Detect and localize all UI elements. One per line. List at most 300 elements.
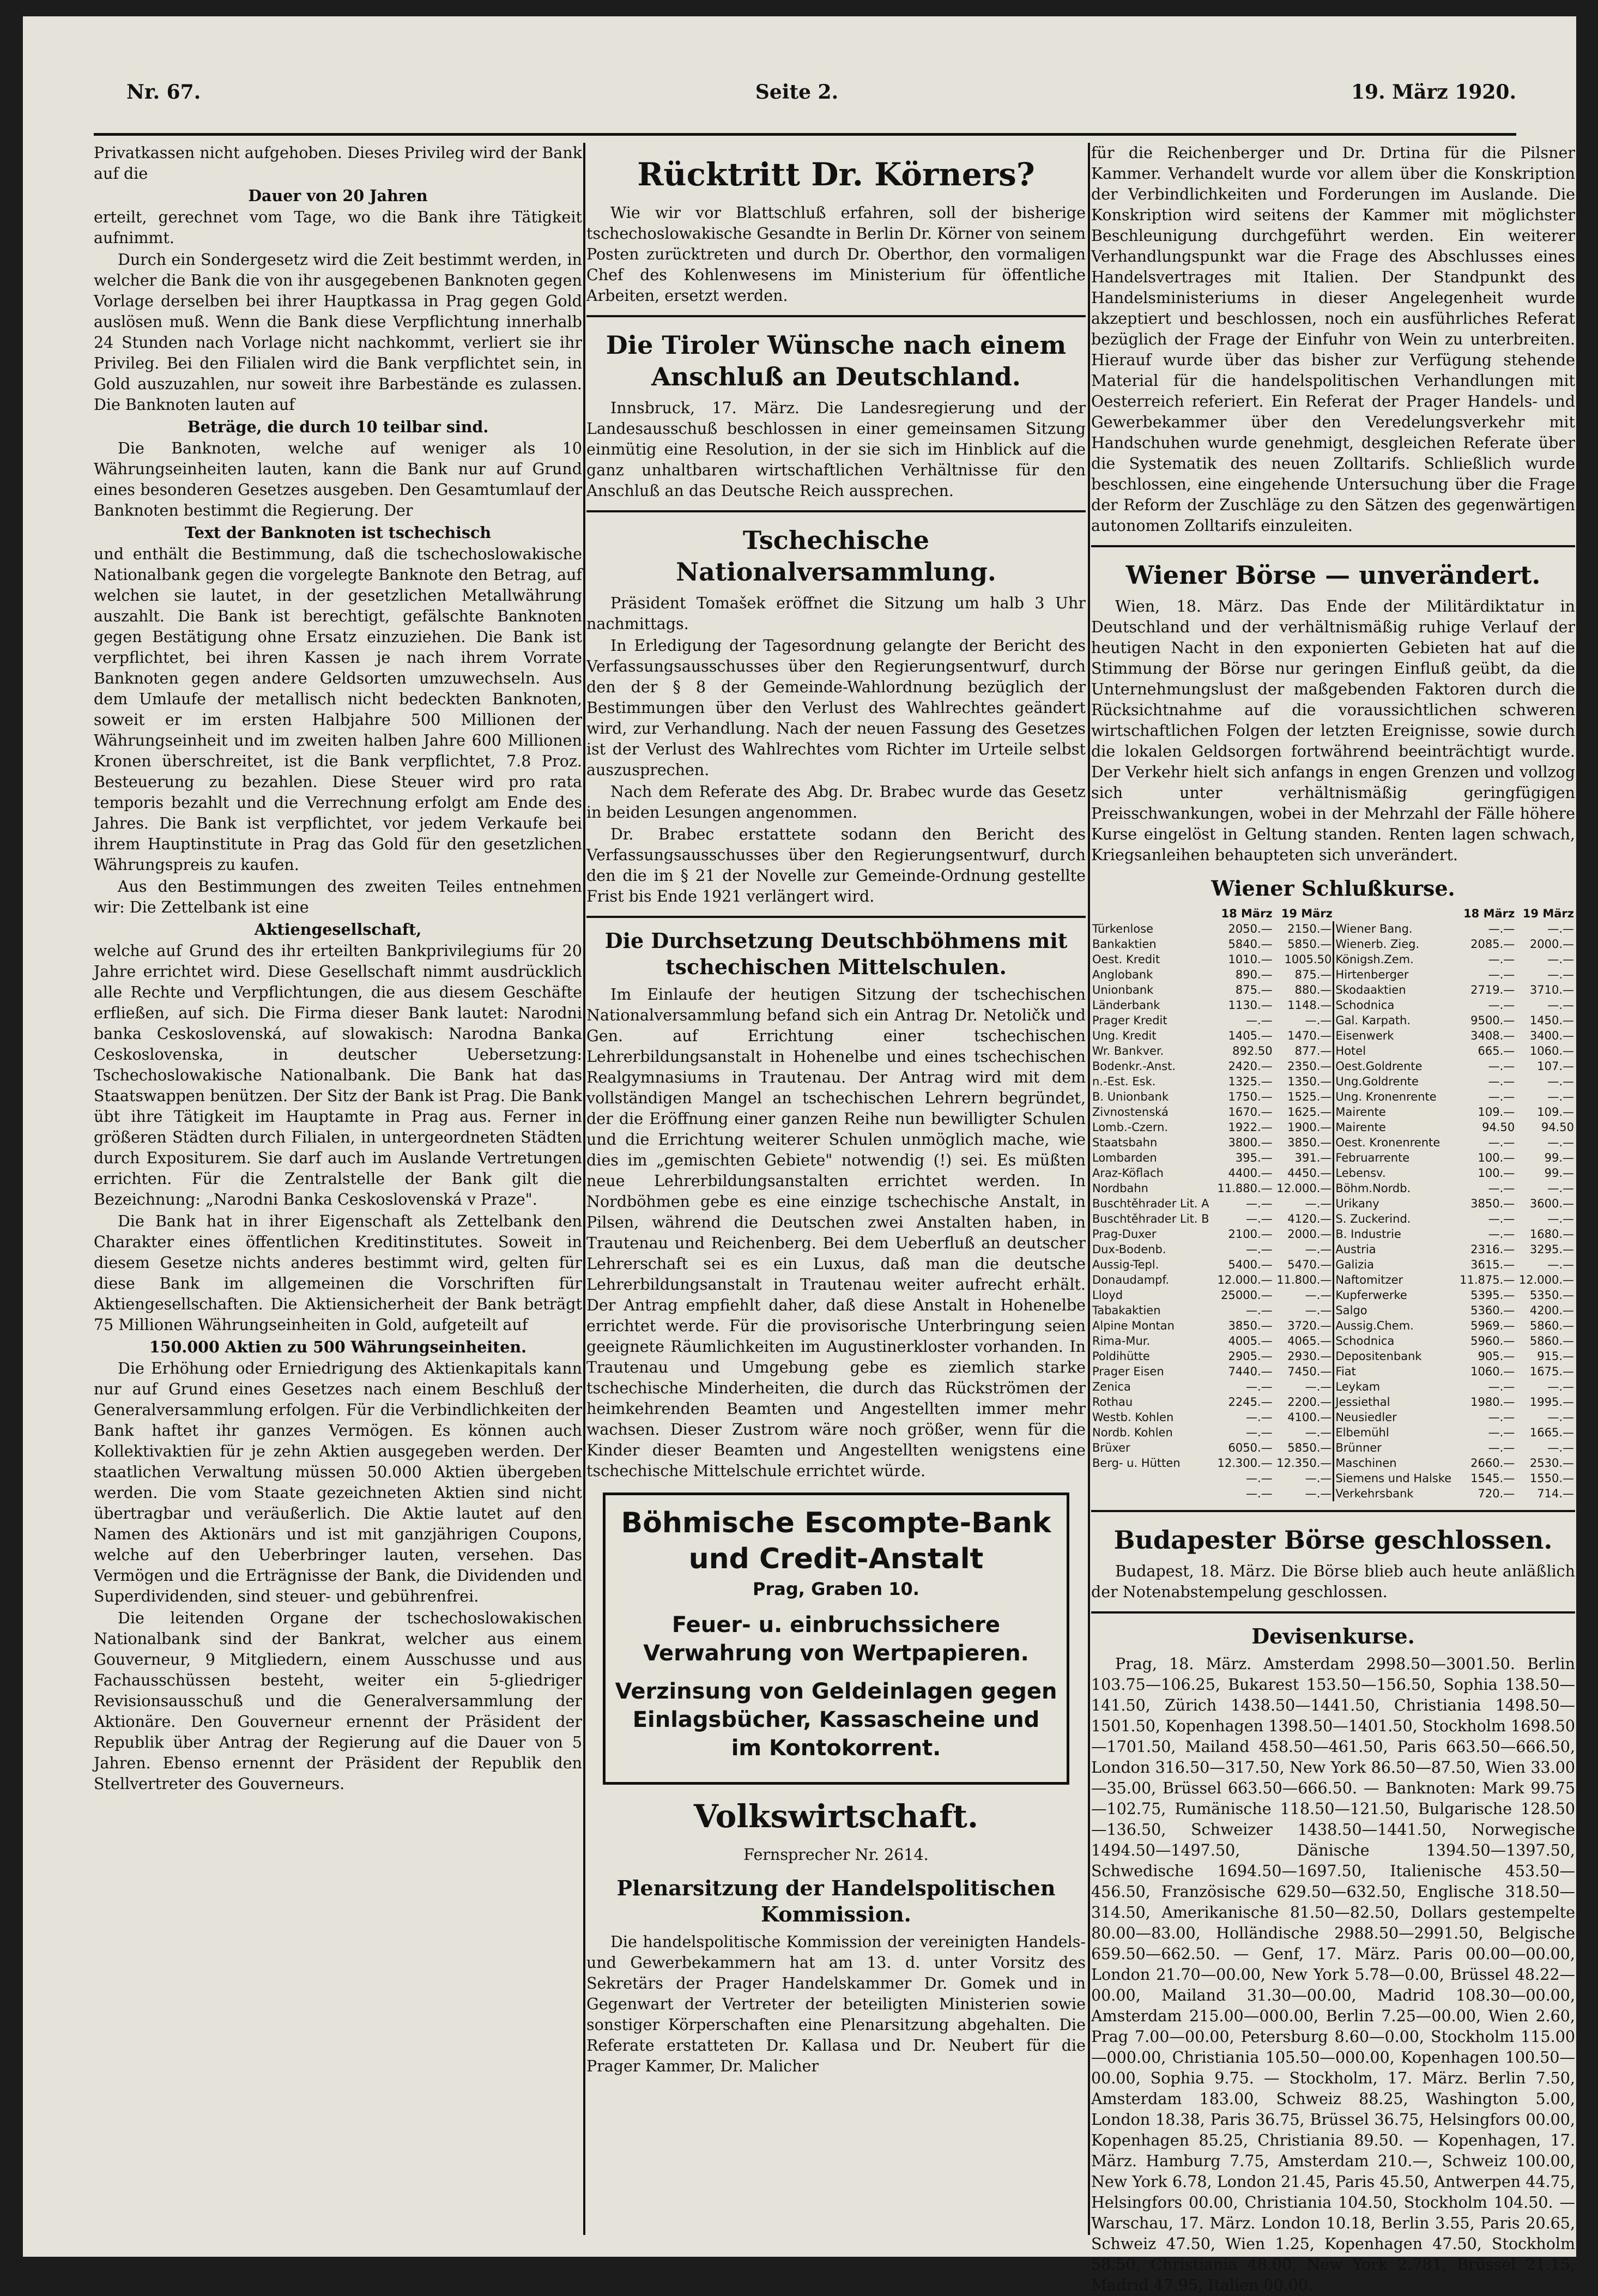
quote-value: 11.800.— — [1276, 1273, 1332, 1286]
quote-value: 3408.— — [1470, 1029, 1515, 1042]
rates-row — [1091, 1181, 1575, 1196]
quote-value: 94.50 — [1482, 1121, 1515, 1134]
article-text: Im Einlaufe der heutigen Sitzung der tschechischen Nationalversammlung befand sich ein Antrag Dr. Netoličk und Gen. auf Errichtung einer tschechischen Lehrerbildungsanstalt in Hohenelbe und eines tschechischen Realgymnasiums in Trautenau. Der Antrag wird mit dem vollständigen Mangel an tschechischen Lehrern begründet, der die Eröffnung einer ganzen Reihe nun bewilligter Schulen und die Errichtung weiterer Schulen unmöglich mache, wie dies im „gemischten Gebiete" notwendig (!) sei. Es müßten neue Lehrerbildungsanstalten errichtet werden. In Nordböhmen gebe es eine einzige tschechische Anstalt, in Pilsen, während die Deutschen zwei Anstalten haben, in Trautenau und Reichenberg. Bei dem Ueberfluß an deutscher Lehrerschaft sei es ein Luxus, daß man die deutsche Lehrerbildungsanstalt in Trautenau weiter aufrecht erhält. Der Antrag empfiehlt daher, daß diese Anstalt in Hohenelbe errichtet werde. Für die provisorische Unterbringung seien geeignete Räumlichkeiten im Augustinerkloster vorhanden. In Trautenau und Umgebung gebe es ziemlich starke tschechische Minderheiten, die durch das Rückströmen der heimkehrenden Beamten und Angestellten immer mehr wachsen. Dieser Zustrom wäre noch größer, wenn für die Kinder dieser Beamten und Angestellten wenigstens eine tschechische Mittelschule errichtet würde. — [586, 986, 1086, 1480]
quote-value: 2660.— — [1470, 1457, 1515, 1470]
rates-row — [1091, 1028, 1575, 1043]
quote-value: —.— — [1547, 1075, 1574, 1088]
headline-koerner: Rücktritt Dr. Körners? — [637, 156, 1035, 193]
rates-row — [1091, 1059, 1575, 1074]
security-name: Februarrente — [1334, 1150, 1457, 1165]
security-name: Aussig-Tepl. — [1092, 1258, 1159, 1271]
rates-row — [1091, 1043, 1575, 1059]
quote-value: —.— — [1488, 1075, 1515, 1088]
quote-value: 915.— — [1537, 1350, 1574, 1363]
quote-value: 99.— — [1544, 1167, 1574, 1180]
quote-value: 3710.— — [1529, 983, 1574, 996]
security-name: Lomb.-Czern. — [1092, 1121, 1169, 1134]
issue-date: 19. März 1920. — [1351, 81, 1516, 104]
security-name: Mairente — [1334, 1104, 1457, 1120]
headline-schlusskurse: Wiener Schlußkurse. — [1211, 876, 1455, 901]
security-name: Neusiedler — [1334, 1410, 1457, 1425]
quote-value: —.— — [1488, 968, 1515, 981]
rates-row — [1091, 1486, 1575, 1501]
quote-value: 2200.— — [1287, 1395, 1332, 1409]
quote-value: —.— — [1488, 1090, 1515, 1103]
security-name: Dux-Bodenb. — [1092, 1243, 1166, 1256]
headline-mittelschulen: Die Durchsetzung Deutschböhmens mit tschechischen Mittelschulen. — [604, 928, 1068, 979]
security-name: Ung.Goldrente — [1334, 1074, 1457, 1089]
security-name: Prager Eisen — [1092, 1365, 1164, 1378]
quote-value: —.— — [1488, 1228, 1515, 1241]
security-name: Eisenwerk — [1334, 1028, 1457, 1043]
quote-value: 5850.— — [1287, 1441, 1332, 1454]
quote-value: —.— — [1305, 1014, 1332, 1027]
quote-value: 3850.— — [1470, 1197, 1515, 1210]
quote-value: —.— — [1547, 1212, 1574, 1225]
quote-value: —.— — [1547, 1411, 1574, 1424]
rates-row — [1091, 1120, 1575, 1135]
quote-value: 2085.— — [1470, 938, 1515, 951]
quote-value: —.— — [1547, 1258, 1574, 1271]
rates-row — [1091, 1242, 1575, 1257]
ad-bank-name-2: und Credit-Anstalt — [688, 1543, 984, 1575]
rates-row — [1091, 1165, 1575, 1181]
quote-value: 100.— — [1478, 1151, 1515, 1164]
rates-row — [1091, 1333, 1575, 1349]
rates-row — [1091, 1410, 1575, 1425]
quote-value: —.— — [1488, 1136, 1515, 1149]
security-name: Brünner — [1334, 1440, 1457, 1455]
section-rule — [586, 916, 1086, 918]
security-name: Königsh.Zem. — [1334, 952, 1457, 967]
quote-value: 12.000.— — [1217, 1273, 1273, 1286]
security-name: Aussig.Chem. — [1334, 1318, 1457, 1333]
quote-value: 905.— — [1478, 1350, 1515, 1363]
security-name: Hirtenberger — [1334, 967, 1457, 982]
security-name: Galizia — [1334, 1257, 1457, 1272]
quote-value: 1625.— — [1287, 1105, 1332, 1119]
quote-value: 714.— — [1537, 1487, 1574, 1500]
article-text: Wien, 18. März. Das Ende der Militärdiktatur in Deutschland und der verhältnismäßig ruhige Verlauf der heutigen Nacht in den exponierten Gebieten hat auf die Stimmung der Börse nur geringen Einfluß geübt, da die Unternehmungslust der maßgebenden Faktoren durch die Rücksichtnahme auf die voraussichtlichen schweren wirtschaftlichen Folgen der letzten Ereignisse, sowie durch die lokalen Geldsorgen fortwährend beeinträchtigt wurde. Der Verkehr hielt sich anfangs in engen Grenzen und vollzog sich unter verhältnismäßig geringfügigen Preisschwankungen, wobei in der Mehrzahl der Fälle höhere Kurse eingelöst in Geltung standen. Renten lagen schwach, Kriegsanleihen behaupteten sich unverändert. — [1091, 597, 1575, 864]
quote-value: 2420.— — [1228, 1060, 1273, 1073]
security-name: Bankaktien — [1092, 938, 1157, 951]
quote-value: —.— — [1547, 999, 1574, 1012]
security-name: Buschtěhrader Lit. A — [1092, 1197, 1209, 1210]
quote-value: 1060.— — [1470, 1365, 1515, 1378]
security-name: Austria — [1334, 1242, 1457, 1257]
issue-number: Nr. 67. — [126, 81, 201, 104]
quote-value: 4400.— — [1228, 1167, 1273, 1180]
quote-value: 1665.— — [1529, 1426, 1574, 1439]
quote-value: —.— — [1488, 1212, 1515, 1225]
security-name: Staatsbahn — [1092, 1136, 1158, 1149]
article-text: Nach dem Referate des Abg. Dr. Brabec wurde das Gesetz in beiden Lesungen angenommen. — [586, 783, 1086, 821]
quote-value: 1675.— — [1529, 1365, 1574, 1378]
quote-value: —.— — [1547, 1441, 1574, 1454]
security-name: Schodnica — [1334, 1333, 1457, 1349]
article-text: In Erledigung der Tagesordnung gelangte der Bericht des Verfassungsausschusses über den Regierungsentwurf, durch den der § 8 der Gemeinde-Wahlordnung bezüglich der Bestimmungen über den Verlust des Wahlrechtes geändert wird, zur Verhandlung. Nach der neuen Fassung des Gesetzes ist der Verlust des Wahlrechtes vom Richter im Urteile selbst auszusprechen. — [586, 637, 1086, 779]
security-name: Schodnica — [1334, 998, 1457, 1013]
article-text: Dr. Brabec erstattete sodann den Bericht des Verfassungsausschusses über den Regierungsentwurf, durch den die im § 21 der Novelle zur Gemeinde-Ordnung gestellte Frist bis Ende 1921 verlängert wird. — [586, 825, 1086, 905]
security-name: Wr. Bankver. — [1092, 1044, 1164, 1058]
column-1 — [94, 143, 582, 2235]
rates-row — [1091, 1257, 1575, 1272]
quote-value: 109.— — [1537, 1105, 1574, 1119]
paragraph: Durch ein Sondergesetz wird die Zeit bestimmt werden, in welcher die Bank die von ihr ausgegebenen Banknoten gegen Vorlage derselben bei ihrer Hauptkassa in Prag gegen Gold auslösen muß. Wenn die Bank diese Verpflichtung innerhalb 24 Stunden nach Vorlage nicht nachkommt, verliert sie ihr Privileg. Bei den Filialen wird die Bank verpflichtet sein, in Gold auszuzahlen, nur soweit ihre Barbestände es zulassen. Die Banknoten lauten auf — [94, 251, 582, 414]
security-name: Ung. Kronenrente — [1334, 1089, 1457, 1104]
rates-row — [1091, 967, 1575, 982]
rates-row — [1091, 936, 1575, 952]
quote-value: —.— — [1547, 968, 1574, 981]
ad-service-1: Feuer- u. einbruchssichere Verwahrung von Wertpapieren. — [643, 1612, 1029, 1666]
quote-value: 1525.— — [1287, 1090, 1332, 1103]
paragraph: erteilt, gerechnet vom Tage, wo die Bank ihre Tätigkeit aufnimmt. — [94, 208, 582, 247]
quote-value: 1450.— — [1529, 1014, 1574, 1027]
quote-value: —.— — [1305, 1304, 1332, 1317]
phone-line: Fernsprecher Nr. 2614. — [743, 1846, 929, 1864]
rates-row — [1091, 952, 1575, 967]
rates-row — [1091, 1394, 1575, 1410]
quote-value: 11.875.— — [1460, 1273, 1515, 1286]
quote-value: 5395.— — [1470, 1289, 1515, 1302]
quote-value: 2350.— — [1287, 1060, 1332, 1073]
security-name: Oest. Kredit — [1092, 953, 1160, 966]
rates-row — [1091, 1349, 1575, 1364]
quote-value: 1350.— — [1287, 1075, 1332, 1088]
quote-value: 3850.— — [1287, 1136, 1332, 1149]
security-name: Lombarden — [1092, 1151, 1157, 1164]
security-name: Fiat — [1334, 1364, 1457, 1379]
security-name: S. Zuckerind. — [1334, 1211, 1457, 1226]
security-name: Maschinen — [1334, 1455, 1457, 1471]
emphasis-line: Dauer von 20 Jahren — [248, 186, 428, 205]
quote-value: 2245.— — [1228, 1395, 1273, 1409]
quote-value: —.— — [1245, 1212, 1273, 1225]
quote-value: —.— — [1245, 1472, 1273, 1485]
quote-value: 1325.— — [1228, 1075, 1273, 1088]
security-name: Prag-Duxer — [1092, 1228, 1157, 1241]
quote-value: 4120.— — [1287, 1212, 1332, 1225]
rates-row — [1091, 1013, 1575, 1028]
security-name: Hotel — [1334, 1043, 1457, 1059]
security-name: Siemens und Halske — [1334, 1471, 1457, 1486]
quote-value: 3615.— — [1470, 1258, 1515, 1271]
security-name: Wienerb. Zieg. — [1334, 936, 1457, 952]
quote-value: —.— — [1488, 953, 1515, 966]
rates-row — [1091, 1150, 1575, 1165]
quote-value: 94.50 — [1541, 1121, 1574, 1134]
quote-value: 5840.— — [1228, 938, 1273, 951]
quote-value: 1545.— — [1470, 1472, 1515, 1485]
quote-value: —.— — [1305, 1197, 1332, 1210]
quote-value: 4200.— — [1529, 1304, 1574, 1317]
quote-value: 2050.— — [1228, 922, 1273, 935]
rates-row — [1091, 1471, 1575, 1486]
security-name: B. Unionbank — [1092, 1090, 1169, 1103]
quote-value: 1130.— — [1228, 999, 1273, 1012]
paragraph: Die Bank hat in ihrer Eigenschaft als Zettelbank den Charakter eines öffentlichen Kreditinstitutes. Soweit in diesem Gesetze nichts anderes bestimmt wird, gelten für diese Bank im allgemeinen die Vorschriften für Aktiengesellschaften. Die Aktiensicherheit der Bank beträgt 75 Millionen Währungseinheiten in Gold, aufgeteilt auf — [94, 1212, 582, 1334]
security-name: Leykam — [1334, 1379, 1457, 1394]
security-name — [1091, 1486, 1214, 1501]
security-name: Bodenkr.-Anst. — [1092, 1060, 1176, 1073]
security-name: Ung. Kredit — [1092, 1029, 1157, 1042]
quote-value: 11.880.— — [1217, 1182, 1273, 1195]
quote-value: —.— — [1245, 1380, 1273, 1393]
rates-row — [1091, 1288, 1575, 1303]
emphasis-line: Text der Banknoten ist tschechisch — [184, 523, 492, 542]
quote-value: 875.— — [1294, 968, 1332, 981]
quote-value: 2930.— — [1287, 1350, 1332, 1363]
quote-value: 395.— — [1235, 1151, 1273, 1164]
page-number: Seite 2. — [755, 81, 839, 104]
quote-value: 877.— — [1294, 1044, 1332, 1058]
security-name: Oest. Kronenrente — [1334, 1135, 1457, 1150]
rates-row — [1091, 982, 1575, 998]
quote-value: —.— — [1547, 1090, 1574, 1103]
security-name: Salgo — [1334, 1303, 1457, 1318]
security-name: Zenica — [1092, 1380, 1131, 1393]
paragraph: Privatkassen nicht aufgehoben. Dieses Privileg wird der Bank auf die — [94, 144, 582, 183]
quote-value: 1148.— — [1287, 999, 1332, 1012]
security-name: Skodaaktien — [1334, 982, 1457, 998]
security-name: Verkehrsbank — [1334, 1486, 1457, 1501]
security-name: Naftomitzer — [1334, 1272, 1457, 1288]
security-name: Böhm.Nordb. — [1334, 1181, 1457, 1196]
col-date-a: 18 März — [1221, 907, 1273, 920]
quote-value: 7440.— — [1228, 1365, 1273, 1378]
column-rule-2 — [1088, 143, 1090, 2235]
quote-value: 890.— — [1235, 968, 1273, 981]
quote-value: 107.— — [1537, 1060, 1574, 1073]
paragraph: und enthält die Bestimmung, daß die tschechoslowakische Nationalbank gegen die vorgelegte Banknote den Betrag, auf welchen sie lautet, in der gesetzlichen Metallwährung auszahlt. Die Bank ist berechtigt, gefälschte Banknoten gegen Bestätigung ohne Ersatz einzuziehen. Die Bank ist verpflichtet, bei ihren Kassen je nach ihrem Vorrate Banknoten gegen andere Geldsorten umzuwechseln. Aus dem Umlaufe der metallisch nicht bedeckten Banknoten, soweit er im ersten Halbjahre 500 Millionen der Währungseinheit und im zweiten halben Jahre 600 Millionen Kronen überschreitet, ist die Bank verpflichtet, 7.8 Proz. Besteuerung zu bezahlen. Diese Steuer wird pro rata temporis bezahlt und die Verrechnung erfolgt am Ende des Jahres. Die Bank ist verpflichtet, vor jedem Verkaufe bei ihrem Hauptinstitute in Prag das Gold für den gesetzlichen Währungspreis zu kaufen. — [94, 545, 582, 874]
quote-value: 1922.— — [1228, 1121, 1273, 1134]
quote-value: —.— — [1488, 922, 1515, 935]
quote-value: 1680.— — [1529, 1228, 1574, 1241]
bank-advertisement — [603, 1493, 1069, 1785]
quote-value: 5360.— — [1470, 1304, 1515, 1317]
section-rule — [586, 510, 1086, 512]
rates-row — [1091, 1196, 1575, 1211]
quote-value: —.— — [1547, 922, 1574, 935]
headline-devisenkurse: Devisenkurse. — [1251, 1624, 1415, 1648]
quote-value: 99.— — [1544, 1151, 1574, 1164]
column-3 — [1091, 143, 1575, 2294]
quote-value: —.— — [1305, 1243, 1332, 1256]
quote-value: —.— — [1547, 1182, 1574, 1195]
paragraph: Die leitenden Organe der tschechoslowakischen Nationalbank sind der Bankrat, welcher aus einem Gouverneur, 9 Mitgliedern, einem Ausschusse und aus Fachausschüssen besteht, weiter ein 5-gliedriger Revisionsausschuß und die Generalversammlung der Aktionäre. Den Gouverneur ernennt der Präsident der Republik über Antrag der Regierung auf die Dauer von 5 Jahren. Ebenso ernennt der Präsident der Republik den Stellvertreter des Gouverneurs. — [94, 1609, 582, 1793]
quote-value: —.— — [1245, 1487, 1273, 1500]
ad-service-2: Verzinsung von Geldeinlagen gegen Einlagsbücher, Kassascheine und im Kontokorrent. — [615, 1679, 1057, 1761]
headline-plenarsitzung: Plenarsitzung der Handelspolitischen Kommission. — [616, 1876, 1056, 1926]
quote-value: —.— — [1488, 1060, 1515, 1073]
section-rule — [1091, 545, 1575, 547]
rates-row — [1091, 1211, 1575, 1226]
security-name: Rothau — [1092, 1395, 1133, 1409]
header-rule — [94, 133, 1516, 136]
security-name: Oest.Goldrente — [1334, 1059, 1457, 1074]
paragraph: welche auf Grund des ihr erteilten Bankprivilegiums für 20 Jahre errichtet wird. Diese Gesellschaft nimmt ausdrücklich alle Rechte und Verpflichtungen, die aus diesem Geschäfte erfließen, auf sich. Die Firma dieser Bank lautet: Narodni banka Ceskoslovenská, auf slowakisch: Narodna Banka Ceskoslovenska, in deutscher Uebersetzung: Tschechoslowakische Nationalbank. Die Bank hat das Staatswappen benützen. Der Sitz der Bank ist Prag. Die Bank übt ihre Tätigkeit im Hauptamte in Prag aus. Ferner in größeren Städten durch Filialen, in untergeordneten Städten durch Expositurem. Sie darf auch im Auslande Vertretungen errichten. Für die Zentralstelle der Bank gilt die Bezeichnung: „Narodni Banka Ceskoslovenská v Praze". — [94, 942, 582, 1209]
col-date-b: 19 März — [1522, 907, 1574, 920]
quote-value: 5400.— — [1228, 1258, 1273, 1271]
security-name: Anglobank — [1092, 968, 1153, 981]
section-rule — [1091, 1510, 1575, 1512]
quote-value: 1550.— — [1529, 1472, 1574, 1485]
quote-value: —.— — [1305, 1487, 1332, 1500]
quote-value: —.— — [1547, 1136, 1574, 1149]
quote-value: —.— — [1245, 1411, 1273, 1424]
quote-value: 1670.— — [1228, 1105, 1273, 1119]
quote-value: 2150.— — [1287, 922, 1332, 935]
rates-row — [1091, 1135, 1575, 1150]
article-text: Präsident Tomašek eröffnet die Sitzung um halb 3 Uhr nachmittags. — [586, 594, 1086, 633]
article-text: Budapest, 18. März. Die Börse blieb auch heute anläßlich der Notenabstempelung geschlossen. — [1091, 1562, 1575, 1601]
quote-value: —.— — [1305, 1472, 1332, 1485]
article-text: Innsbruck, 17. März. Die Landesregierung und der Landesausschuß beschlossen in einer gemeinsamen Sitzung einmütig eine Resolution, in der sie sich im Hinblick auf die ganz unhaltbaren wirtschaftlichen Verhältnisse für den Anschluß an das Deutsche Reich aussprechen. — [586, 399, 1086, 500]
quote-value: 9500.— — [1470, 1014, 1515, 1027]
article-text: Wie wir vor Blattschluß erfahren, soll der bisherige tschechoslowakische Gesandte in Berlin Dr. Körner von seinem Posten zurücktreten und durch Dr. Oberthor, den vormaligen Chef des Kohlenwesens im Ministerium für öffentliche Arbeiten, ersetzt werden. — [586, 204, 1086, 305]
quote-value: —.— — [1305, 1426, 1332, 1439]
quote-value: 6050.— — [1228, 1441, 1273, 1454]
security-name: Kupferwerke — [1334, 1288, 1457, 1303]
quote-value: —.— — [1488, 1441, 1515, 1454]
rates-row — [1091, 1104, 1575, 1120]
rates-row — [1091, 1272, 1575, 1288]
security-name: Donaudampf. — [1092, 1273, 1170, 1286]
column-2 — [586, 143, 1086, 2235]
quote-value: 3295.— — [1529, 1243, 1574, 1256]
paragraph: Die Banknoten, welche auf weniger als 10 Währungseinheiten lauten, kann die Bank nur auf Grund eines besonderen Gesetzes ausgeben. Den Gesamtumlauf der Banknoten bestimmt die Regierung. Der — [94, 439, 582, 519]
quote-value: 25000.— — [1221, 1289, 1273, 1302]
rates-row — [1091, 921, 1575, 936]
quote-value: —.— — [1488, 1426, 1515, 1439]
quote-value: —.— — [1488, 1380, 1515, 1393]
quote-value: 4005.— — [1228, 1334, 1273, 1348]
security-name: Nordbahn — [1092, 1182, 1148, 1195]
quote-value: 12.300.— — [1217, 1457, 1273, 1470]
security-name: Alpine Montan — [1092, 1319, 1175, 1332]
security-name: Jessiethal — [1334, 1394, 1457, 1410]
section-rule — [586, 315, 1086, 317]
rates-row — [1091, 1226, 1575, 1242]
quote-value: —.— — [1245, 1197, 1273, 1210]
paragraph: Aus den Bestimmungen des zweiten Teiles entnehmen wir: Die Zettelbank ist eine — [94, 878, 582, 916]
col-date-b: 19 März — [1281, 907, 1333, 920]
rates-header — [1091, 906, 1575, 921]
quote-value: —.— — [1245, 1304, 1273, 1317]
security-name: Wiener Bang. — [1334, 921, 1457, 936]
quote-value: 2000.— — [1529, 938, 1574, 951]
security-name: Gal. Karpath. — [1334, 1013, 1457, 1028]
section-rule — [1091, 1611, 1575, 1614]
quote-value: 5960.— — [1470, 1334, 1515, 1348]
ad-bank-name: Böhmische Escompte-Bank — [621, 1507, 1051, 1539]
quote-value: 2316.— — [1470, 1243, 1515, 1256]
rates-row — [1091, 1425, 1575, 1440]
rates-row — [1091, 1074, 1575, 1089]
security-name: Elbemühl — [1334, 1425, 1457, 1440]
quote-value: 2000.— — [1287, 1228, 1332, 1241]
security-name: Zivnostenská — [1092, 1105, 1169, 1119]
security-name: Prager Kredit — [1092, 1014, 1167, 1027]
article-text: Prag, 18. März. Amsterdam 2998.50—3001.50. Berlin 103.75—106.25, Bukarest 153.50—156.50, Sophia 138.50—141.50, Zürich 1438.50—1441.50, Christiania 1498.50—1501.50, Kopenhagen 1398.50—1401.50, Stockholm 1698.50—1701.50, Mailand 458.50—461.50, Paris 663.50—666.50, London 316.50—317.50, New York 86.50—87.50, Wien 33.00—35.00, Brüssel 663.50—666.50. — Banknoten: Mark 99.75—102.75, Rumänische 118.50—121.50, Bulgarische 128.50—136.50, Schweizer 1438.50—1441.50, Norwegische 1494.50—1497.50, Dänische 1394.50—1397.50, Schwedische 1694.50—1697.50, Italienische 453.50—456.50, Französische 629.50—632.50, Englische 318.50—314.50, Amerikanische 81.50—82.50, Dollars gestempelte 80.00—83.00, Holländische 2988.50—2991.50, Belgische 659.50—662.50. — Genf, 17. März. Paris 00.00—00.00, London 21.70—00.00, New York 5.78—0.00, Brüssel 48.22—00.00, Mailand 31.30—00.00, Madrid 108.30—00.00, Amsterdam 215.00—000.00, Berlin 7.25—00.00, Wien 2.60, Prag 7.00—00.00, Petersburg 8.60—0.00, Stockholm 115.00—000.00, Christiania 105.50—000.00, Kopenhagen 100.50—00.00, Sophia 9.75. — Stockholm, 17. März. Berlin 7.50, Amsterdam 183.00, Schweiz 88.25, Washington 5.00, London 18.38, Paris 36.75, Brüssel 36.75, Helsingfors 00.00, Kopenhagen 85.25, Christiania 89.50. — Kopenhagen, 17. März. Hamburg 7.75, Amsterdam 210.—, Schweiz 100.00, New York 6.78, London 21.45, Paris 45.50, Antwerpen 44.75, Helsingfors 00.00, Christiania 104.50, Stockholm 104.50. — Warschau, 17. März. London 10.18, Berlin 3.55, Paris 20.65, Schweiz 47.50, Wien 1.25, Kopenhagen 47.50, Stockholm 58.50, Christiania 48.00, New York 2.781, Brüssel 21.15, Madrid 47.95, Italien 00.00. — [1091, 1655, 1575, 2294]
security-name: Lloyd — [1092, 1289, 1123, 1302]
rates-row — [1091, 1455, 1575, 1471]
quote-value: 3400.— — [1529, 1029, 1574, 1042]
security-name: Urikany — [1334, 1196, 1457, 1211]
quote-value: —.— — [1305, 1289, 1332, 1302]
security-name — [1091, 1471, 1214, 1486]
quote-value: 4065.— — [1287, 1334, 1332, 1348]
emphasis-line: 150.000 Aktien zu 500 Währungseinheiten. — [149, 1338, 527, 1356]
security-name: Länderbank — [1092, 999, 1160, 1012]
quote-value: 1405.— — [1228, 1029, 1273, 1042]
article-text: Die handelspolitische Kommission der vereinigten Handels- und Gewerbekammern hat am 13. d. unter Vorsitz des Sekretärs der Prager Handelskammer Dr. Gomek und in Gegenwart der Vertreter der beteiligten Ministerien sowie sonstiger Körperschaften eine Plenarsitzung abgehalten. Die Referate erstatteten Dr. Kallasa und Dr. Neubert für die Prager Kammer, Dr. Malicher — [586, 1933, 1086, 2075]
quote-value: 1900.— — [1287, 1121, 1332, 1134]
security-name: Berg- u. Hütten — [1092, 1457, 1181, 1470]
security-name: Unionbank — [1092, 983, 1154, 996]
emphasis-line: Aktiengesellschaft, — [254, 920, 422, 939]
quote-value: 5860.— — [1529, 1319, 1574, 1332]
quote-value: 5860.— — [1529, 1334, 1574, 1348]
quote-value: 4100.— — [1287, 1411, 1332, 1424]
rates-row — [1091, 1303, 1575, 1318]
security-name: Tabakaktien — [1092, 1304, 1161, 1317]
security-name: Poldihütte — [1092, 1350, 1150, 1363]
security-name: Buschtěhrader Lit. B — [1092, 1212, 1209, 1225]
rates-table — [1091, 906, 1575, 1501]
quote-value: 3600.— — [1529, 1197, 1574, 1210]
quote-value: 1995.— — [1529, 1395, 1574, 1409]
column-rule-1 — [583, 143, 585, 2235]
security-name: Westb. Kohlen — [1092, 1411, 1174, 1424]
rates-row — [1091, 1364, 1575, 1379]
quote-value: —.— — [1547, 1380, 1574, 1393]
security-name: Türkenlose — [1092, 922, 1154, 935]
article-text: für die Reichenberger und Dr. Drtina für die Pilsner Kammer. Verhandelt wurde vor allem über die Konskription der Verbindlichkeiten und Forderungen im Auslande. Die Konskription wird seitens der Kammer mit möglichster Beschleunigung durchgeführt werden. Ein weiterer Verhandlungspunkt war die Frage des Abschlusses eines Handelsvertrages mit Italien. Der Standpunkt des Handelsministeriums in dieser Angelegenheit wurde akzeptiert und beschlossen, noch ein ausführliches Referat bezüglich der Frage der Einfuhr von Wein zu unterbreiten. Hierauf wurde über das bisher zur Verfügung stehende Material für die handelspolitischen Verhandlungen mit Oesterreich referiert. Ein Referat der Prager Handels- und Gewerbekammer über den Veredelungsverkehr mit Handschuhen wurde genehmigt, desgleichen Referate über die Systematik des neuen Zolltarifs. Schließlich wurde beschlossen, eine eingehende Untersuchung über die Frage der Reform der Zuschläge zu den Sätzen des gegenwärtigen autonomen Zolltarifs einzuleiten. — [1091, 144, 1575, 535]
quote-value: 7450.— — [1287, 1365, 1332, 1378]
newspaper-page — [23, 16, 1576, 2294]
rates-row — [1091, 1318, 1575, 1333]
quote-value: 5969.— — [1470, 1319, 1515, 1332]
rates-row — [1091, 1089, 1575, 1104]
quote-value: 12.350.— — [1276, 1457, 1332, 1470]
quote-value: 3850.— — [1228, 1319, 1273, 1332]
security-name: B. Industrie — [1334, 1226, 1457, 1242]
security-name: Araz-Köflach — [1092, 1167, 1164, 1180]
quote-value: 720.— — [1478, 1487, 1515, 1500]
quote-value: 109.— — [1478, 1105, 1515, 1119]
headline-nationalversammlung: Tschechische Nationalversammlung. — [676, 525, 996, 587]
quote-value: —.— — [1547, 953, 1574, 966]
section-volkswirtschaft: Volkswirtschaft. — [693, 1798, 979, 1835]
quote-value: —.— — [1305, 1380, 1332, 1393]
quote-value: 2905.— — [1228, 1350, 1273, 1363]
paragraph: Die Erhöhung oder Erniedrigung des Aktienkapitals kann nur auf Grund eines Gesetzes nach einem Beschluß der Generalversammlung erfolgen. Für die Verbindlichkeiten der Bank haftet ihr ganzes Vermögen. Es können auch Kollektivaktien für je zehn Aktien ausgegeben werden. Der staatlichen Verwaltung müssen 50.000 Aktien übergeben werden. Die vom Staate gezeichneten Aktien sind nicht übertragbar und veräußerlich. Die Aktie lautet auf den Namen des Aktionärs und ist mit ganzjährigen Coupons, welche auf den Ueberbringer lauten, versehen. Das Vermögen und die Erträgnisse der Bank, die Dividenden und Superdividenden, sind steuer- und gebührenfrei. — [94, 1360, 582, 1605]
headline-wiener-boerse: Wiener Börse — unverändert. — [1125, 560, 1541, 590]
security-name: Depositenbank — [1334, 1349, 1457, 1364]
quote-value: 875.— — [1235, 983, 1273, 996]
quote-value: 5470.— — [1287, 1258, 1332, 1271]
rates-row — [1091, 1379, 1575, 1394]
security-name: Mairente — [1334, 1120, 1457, 1135]
quote-value: 665.— — [1478, 1044, 1515, 1058]
quote-value: 1470.— — [1287, 1029, 1332, 1042]
security-name: n.-Est. Esk. — [1092, 1075, 1156, 1088]
quote-value: —.— — [1245, 1243, 1273, 1256]
quote-value: 12.000.— — [1518, 1273, 1574, 1286]
security-name: Brüxer — [1092, 1441, 1130, 1454]
quote-value: 1750.— — [1228, 1090, 1273, 1103]
